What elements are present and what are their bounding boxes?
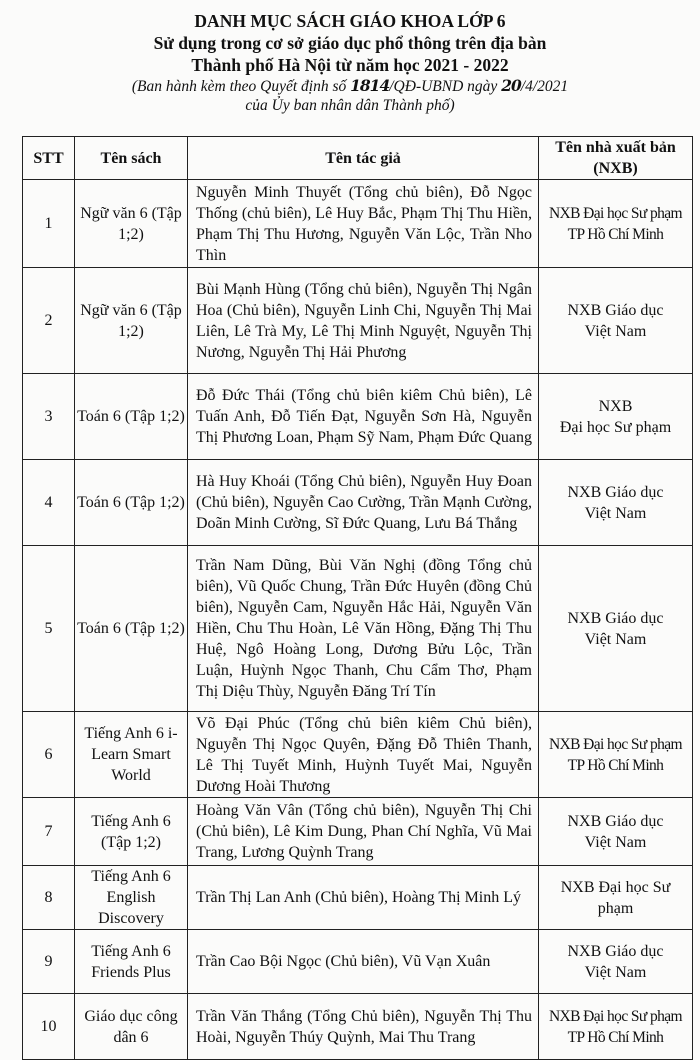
publisher-line-1: NXB — [598, 397, 633, 415]
row-authors: Võ Đại Phúc (Tổng chủ biên kiêm Chủ biên), Nguyễn Thị Ngọc Quyên, Đặng Đỗ Thiên Thanh, Lê Thị Tuyết Minh, Huỳnh Tuyết Mai, Nguyễn Dương Hoài Thương — [188, 712, 539, 798]
row-authors: Hà Huy Khoái (Tổng Chủ biên), Nguyễn Huy Đoan (Chủ biên), Nguyễn Cao Cường, Trần Mạnh Cường, Doãn Minh Cường, Sĩ Đức Quang, Lưu Bá Thắng — [188, 460, 539, 546]
decree-text-middle: /QĐ-UBND ngày — [389, 78, 502, 95]
row-stt: 10 — [23, 994, 75, 1060]
row-stt: 3 — [23, 374, 75, 460]
row-publisher — [539, 798, 693, 866]
table-row — [23, 268, 693, 374]
row-stt: 1 — [23, 180, 75, 268]
publisher-line-1: NXB Giáo dục — [567, 301, 664, 319]
row-book-name: Toán 6 (Tập 1;2) — [75, 374, 188, 460]
row-authors: Hoàng Văn Vân (Tổng chủ biên), Nguyễn Thị Chi (Chủ biên), Lê Kim Dung, Phan Chí Nghĩa, Vũ Mai Trang, Lương Quỳnh Trang — [188, 798, 539, 866]
row-publisher — [539, 930, 693, 994]
table-row — [23, 460, 693, 546]
table-header-row — [23, 137, 693, 180]
header-publisher: Tên nhà xuất bản (NXB) — [539, 137, 693, 180]
row-book-name: Toán 6 (Tập 1;2) — [75, 460, 188, 546]
row-stt: 7 — [23, 798, 75, 866]
row-publisher — [539, 712, 693, 798]
publisher-line-1: NXB Giáo dục — [567, 609, 664, 627]
table-row — [23, 930, 693, 994]
publisher-line-2: Việt Nam — [584, 504, 647, 522]
row-book-name: Tiếng Anh 6 English Discovery — [75, 866, 188, 930]
table-row — [23, 866, 693, 930]
header-authors: Tên tác giả — [188, 137, 539, 180]
table-row — [23, 374, 693, 460]
publisher-line-2: Việt Nam — [584, 963, 647, 981]
row-authors: Trần Thị Lan Anh (Chủ biên), Hoàng Thị Minh Lý — [188, 866, 539, 930]
row-book-name: Tiếng Anh 6 i-Learn Smart World — [75, 712, 188, 798]
row-authors: Nguyễn Minh Thuyết (Tổng chủ biên), Đỗ Ngọc Thống (chủ biên), Lê Huy Bắc, Phạm Thị Thu Hiền, Phạm Thị Thu Hương, Nguyễn Văn Lộc, Trần Nho Thìn — [188, 180, 539, 268]
row-book-name: Tiếng Anh 6 Friends Plus — [75, 930, 188, 994]
textbook-table — [22, 136, 693, 1060]
decree-text-after: /4/2021 — [520, 78, 569, 95]
publisher-line-1: NXB Giáo dục — [567, 942, 664, 960]
table-row — [23, 546, 693, 712]
row-authors: Trần Nam Dũng, Bùi Văn Nghị (đồng Tổng chủ biên), Vũ Quốc Chung, Trần Đức Huyên (đồng Chủ biên), Nguyễn Cam, Nguyễn Hắc Hải, Nguyễn Văn Hiền, Chu Thu Hoàn, Lê Văn Hồng, Đặng Thị Thu Huệ, Ngô Hoàng Long, Dương Bửu Lộc, Trần Luận, Huỳnh Ngọc Thanh, Chu Cẩm Thơ, Phạm Thị Diệu Thùy, Nguyễn Đăng Trí Tín — [188, 546, 539, 712]
publisher-line-2: TP Hồ Chí Minh — [567, 225, 664, 243]
publisher-line-1: NXB Đại học Sư — [560, 878, 671, 896]
row-stt: 5 — [23, 546, 75, 712]
row-authors: Bùi Mạnh Hùng (Tổng chủ biên), Nguyễn Thị Ngân Hoa (Chủ biên), Nguyễn Linh Chi, Nguyễn Thị Mai Liên, Lê Trà My, Lê Thị Minh Nguyệt, Nguyễn Thị Nương, Nguyễn Thị Hải Phương — [188, 268, 539, 374]
header-book-name: Tên sách — [75, 137, 188, 180]
decree-text-before: (Ban hành kèm theo Quyết định số — [131, 78, 351, 95]
document-subtitle-2: Thành phố Hà Nội từ năm học 2021 - 2022 — [191, 55, 509, 75]
decree-day-handwritten: 20 — [501, 76, 521, 95]
publisher-line-1: NXB Giáo dục — [567, 812, 664, 830]
row-stt: 4 — [23, 460, 75, 546]
publisher-line-2: TP Hồ Chí Minh — [567, 1028, 664, 1046]
table-row — [23, 180, 693, 268]
row-book-name: Giáo dục công dân 6 — [75, 994, 188, 1060]
row-publisher — [539, 460, 693, 546]
decree-reference-line-1 — [0, 76, 700, 96]
publisher-line-1: NXB Đại học Sư phạm — [548, 1007, 683, 1025]
row-book-name: Ngữ văn 6 (Tập 1;2) — [75, 180, 188, 268]
publisher-line-2: Việt Nam — [584, 833, 647, 851]
row-stt: 6 — [23, 712, 75, 798]
publisher-line-1: NXB Giáo dục — [567, 483, 664, 501]
publisher-line-2: phạm — [597, 899, 634, 917]
publisher-line-2: TP Hồ Chí Minh — [567, 756, 664, 774]
publisher-line-2: Việt Nam — [584, 630, 647, 648]
row-book-name: Ngữ văn 6 (Tập 1;2) — [75, 268, 188, 374]
publisher-line-1: NXB Đại học Sư phạm — [548, 735, 683, 753]
row-book-name: Tiếng Anh 6 (Tập 1;2) — [75, 798, 188, 866]
document-title: DANH MỤC SÁCH GIÁO KHOA LỚP 6 — [194, 11, 506, 31]
publisher-line-2: Đại học Sư phạm — [559, 418, 672, 436]
row-stt: 8 — [23, 866, 75, 930]
row-publisher — [539, 994, 693, 1060]
header-stt: STT — [23, 137, 75, 180]
row-book-name: Toán 6 (Tập 1;2) — [75, 546, 188, 712]
decree-reference-line-2: của Ủy ban nhân dân Thành phố) — [245, 97, 455, 114]
publisher-line-1: NXB Đại học Sư phạm — [548, 204, 683, 222]
row-publisher — [539, 546, 693, 712]
row-publisher — [539, 866, 693, 930]
row-publisher — [539, 268, 693, 374]
document-subtitle-1: Sử dụng trong cơ sở giáo dục phổ thông trên địa bàn — [153, 33, 547, 53]
row-stt: 9 — [23, 930, 75, 994]
row-authors: Trần Văn Thắng (Tổng Chủ biên), Nguyễn Thị Thu Hoài, Nguyễn Thúy Quỳnh, Mai Thu Trang — [188, 994, 539, 1060]
table-row — [23, 712, 693, 798]
table-row — [23, 798, 693, 866]
publisher-line-2: Việt Nam — [584, 322, 647, 340]
row-publisher — [539, 180, 693, 268]
row-authors: Đỗ Đức Thái (Tổng chủ biên kiêm Chủ biên), Lê Tuấn Anh, Đỗ Tiến Đạt, Nguyễn Sơn Hà, Nguyễn Thị Phương Loan, Phạm Sỹ Nam, Phạm Đức Quang — [188, 374, 539, 460]
decree-number-handwritten: 1814 — [350, 76, 390, 95]
table-row — [23, 994, 693, 1060]
row-authors: Trần Cao Bội Ngọc (Chủ biên), Vũ Vạn Xuân — [188, 930, 539, 994]
row-stt: 2 — [23, 268, 75, 374]
row-publisher — [539, 374, 693, 460]
